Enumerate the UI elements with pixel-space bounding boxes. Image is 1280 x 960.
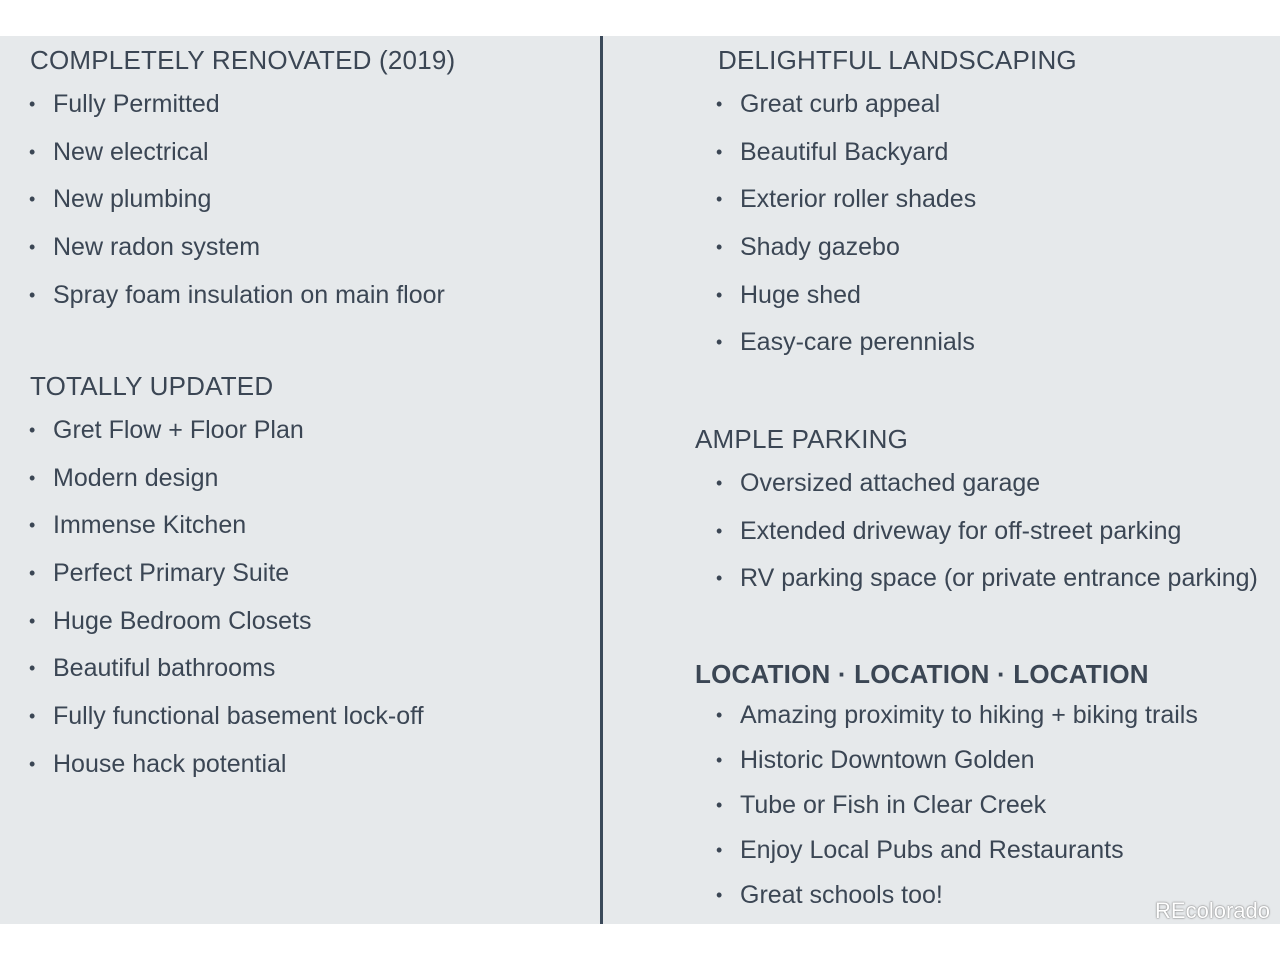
list-item: • Shady gazebo bbox=[740, 224, 1280, 272]
list-item: • Modern design bbox=[53, 455, 600, 503]
list-item: • Beautiful bathrooms bbox=[53, 645, 600, 693]
list-item: • RV parking space (or private entrance parking) bbox=[740, 555, 1280, 603]
section-heading: TOTALLY UPDATED bbox=[30, 371, 274, 401]
list-item: • Fully Permitted bbox=[53, 81, 600, 129]
list-item: • House hack potential bbox=[53, 741, 600, 789]
section-heading: DELIGHTFUL LANDSCAPING bbox=[718, 45, 1077, 75]
list-item: • New electrical bbox=[53, 129, 600, 177]
list-item: • Huge Bedroom Closets bbox=[53, 598, 600, 646]
section-delightful-landscaping bbox=[0, 45, 1280, 367]
section-heading: COMPLETELY RENOVATED (2019) bbox=[30, 45, 456, 75]
feature-list bbox=[0, 81, 1280, 367]
list-item: • Perfect Primary Suite bbox=[53, 550, 600, 598]
list-item: • Amazing proximity to hiking + biking trails bbox=[740, 693, 1280, 738]
list-item: • Extended driveway for off-street parking bbox=[740, 508, 1280, 556]
watermark-logo: REcolorado bbox=[1155, 898, 1270, 923]
list-item: • Historic Downtown Golden bbox=[740, 738, 1280, 783]
section-ample-parking bbox=[0, 424, 1280, 603]
list-item: • New radon system bbox=[53, 224, 600, 272]
list-item: • Tube or Fish in Clear Creek bbox=[740, 783, 1280, 828]
list-item: • Exterior roller shades bbox=[740, 176, 1280, 224]
list-item: • Oversized attached garage bbox=[740, 460, 1280, 508]
list-item: • New plumbing bbox=[53, 176, 600, 224]
list-item: • Gret Flow + Floor Plan bbox=[53, 407, 600, 455]
section-heading: LOCATION · LOCATION · LOCATION bbox=[695, 659, 1149, 689]
feature-list bbox=[0, 693, 1280, 918]
list-item: • Fully functional basement lock-off bbox=[53, 693, 600, 741]
section-location bbox=[0, 659, 1280, 918]
feature-list bbox=[0, 460, 1280, 603]
list-item: • Easy-care perennials bbox=[740, 319, 1280, 367]
list-item: • Great schools too! bbox=[740, 873, 1280, 918]
list-item: • Spray foam insulation on main floor bbox=[53, 272, 600, 320]
list-item: • Great curb appeal bbox=[740, 81, 1280, 129]
section-heading: AMPLE PARKING bbox=[695, 424, 909, 454]
list-item: • Immense Kitchen bbox=[53, 502, 600, 550]
list-item: • Enjoy Local Pubs and Restaurants bbox=[740, 828, 1280, 873]
list-item: • Beautiful Backyard bbox=[740, 129, 1280, 177]
list-item: • Huge shed bbox=[740, 272, 1280, 320]
